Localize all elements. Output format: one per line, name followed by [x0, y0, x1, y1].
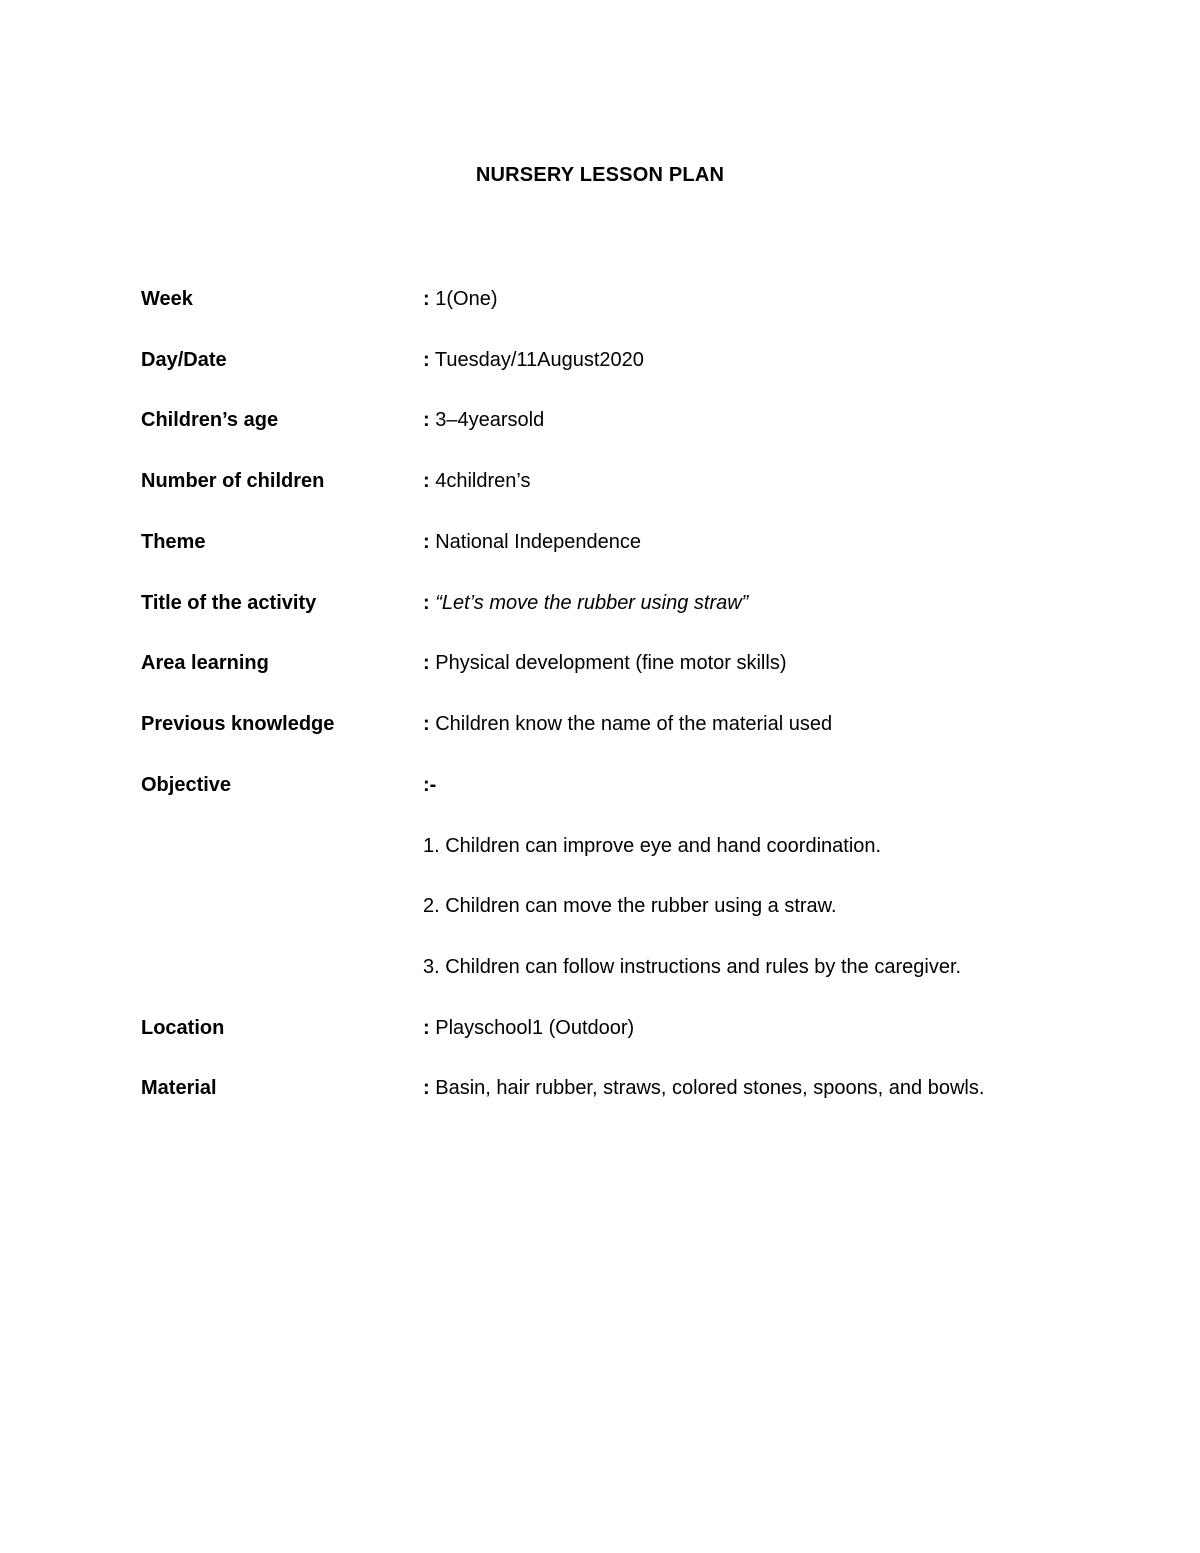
field-separator: :	[423, 713, 430, 735]
field-text-area-learning: Physical development (fine motor skills)	[435, 652, 787, 674]
field-value-week	[423, 284, 497, 314]
field-label-location: Location	[141, 1017, 225, 1039]
field-value-area-learning	[423, 648, 786, 678]
field-text-day-date: Tuesday/11August2020	[434, 349, 644, 371]
field-separator: :	[423, 1077, 430, 1099]
objective-item	[141, 891, 1091, 921]
field-row-week	[141, 284, 1091, 314]
field-label-childrens-age: Children’s age	[141, 409, 279, 431]
field-separator: :	[423, 288, 430, 310]
objective-item	[141, 952, 1091, 982]
field-row-day-date	[141, 345, 1091, 375]
field-label-title-of-activity: Title of the activity	[141, 592, 317, 614]
field-row-location	[141, 1013, 1091, 1043]
field-separator: :	[423, 470, 430, 492]
field-separator: :	[423, 652, 430, 674]
field-label-material: Material	[141, 1077, 217, 1099]
field-value-day-date	[423, 345, 644, 375]
field-row-title-of-activity	[141, 588, 1091, 618]
field-label-theme: Theme	[141, 531, 206, 553]
field-separator: :	[423, 531, 430, 553]
field-label-day-date: Day/Date	[141, 349, 227, 371]
field-text-previous-knowledge: Children know the name of the material used	[435, 713, 833, 735]
field-text-theme: National Independence	[435, 531, 641, 553]
field-value-previous-knowledge	[423, 709, 832, 739]
field-row-objective	[141, 770, 1091, 800]
field-text-childrens-age: 3–4yearsold	[435, 409, 545, 431]
field-separator: :	[423, 409, 430, 431]
objective-text: 3. Children can follow instructions and rules by the caregiver.	[423, 956, 962, 978]
field-separator: :	[423, 592, 430, 614]
field-row-previous-knowledge	[141, 709, 1091, 739]
page-title: NURSERY LESSON PLAN	[475, 164, 725, 186]
field-value-childrens-age	[423, 405, 544, 435]
field-row-number-of-children	[141, 466, 1091, 496]
field-label-previous-knowledge: Previous knowledge	[141, 713, 335, 735]
field-text-title-of-activity: “Let’s move the rubber using straw”	[435, 592, 749, 614]
field-value-location	[423, 1013, 634, 1043]
field-value-theme	[423, 527, 641, 557]
objective-text: 1. Children can improve eye and hand coordination.	[423, 835, 882, 857]
field-text-material: Basin, hair rubber, straws, colored stones, spoons, and bowls.	[435, 1077, 985, 1099]
field-text-week: 1(One)	[435, 288, 498, 310]
field-text-objective: -	[429, 774, 437, 796]
field-row-childrens-age	[141, 405, 1091, 435]
field-separator: :	[423, 1017, 430, 1039]
field-label-number-of-children: Number of children	[141, 470, 325, 492]
field-label-week: Week	[141, 288, 193, 310]
field-value-material	[423, 1073, 984, 1103]
objective-text: 2. Children can move the rubber using a straw.	[423, 895, 837, 917]
field-text-location: Playschool1 (Outdoor)	[435, 1017, 635, 1039]
field-row-area-learning	[141, 648, 1091, 678]
field-label-objective: Objective	[141, 774, 232, 796]
objective-item	[141, 831, 1091, 861]
field-value-number-of-children	[423, 466, 530, 496]
field-separator: :	[423, 774, 430, 796]
field-separator: :	[423, 349, 430, 371]
field-row-theme	[141, 527, 1091, 557]
field-label-area-learning: Area learning	[141, 652, 269, 674]
field-text-number-of-children: 4children’s	[435, 470, 531, 492]
field-value-objective	[423, 770, 436, 800]
field-row-material	[141, 1073, 1091, 1103]
field-value-title-of-activity	[423, 588, 748, 618]
